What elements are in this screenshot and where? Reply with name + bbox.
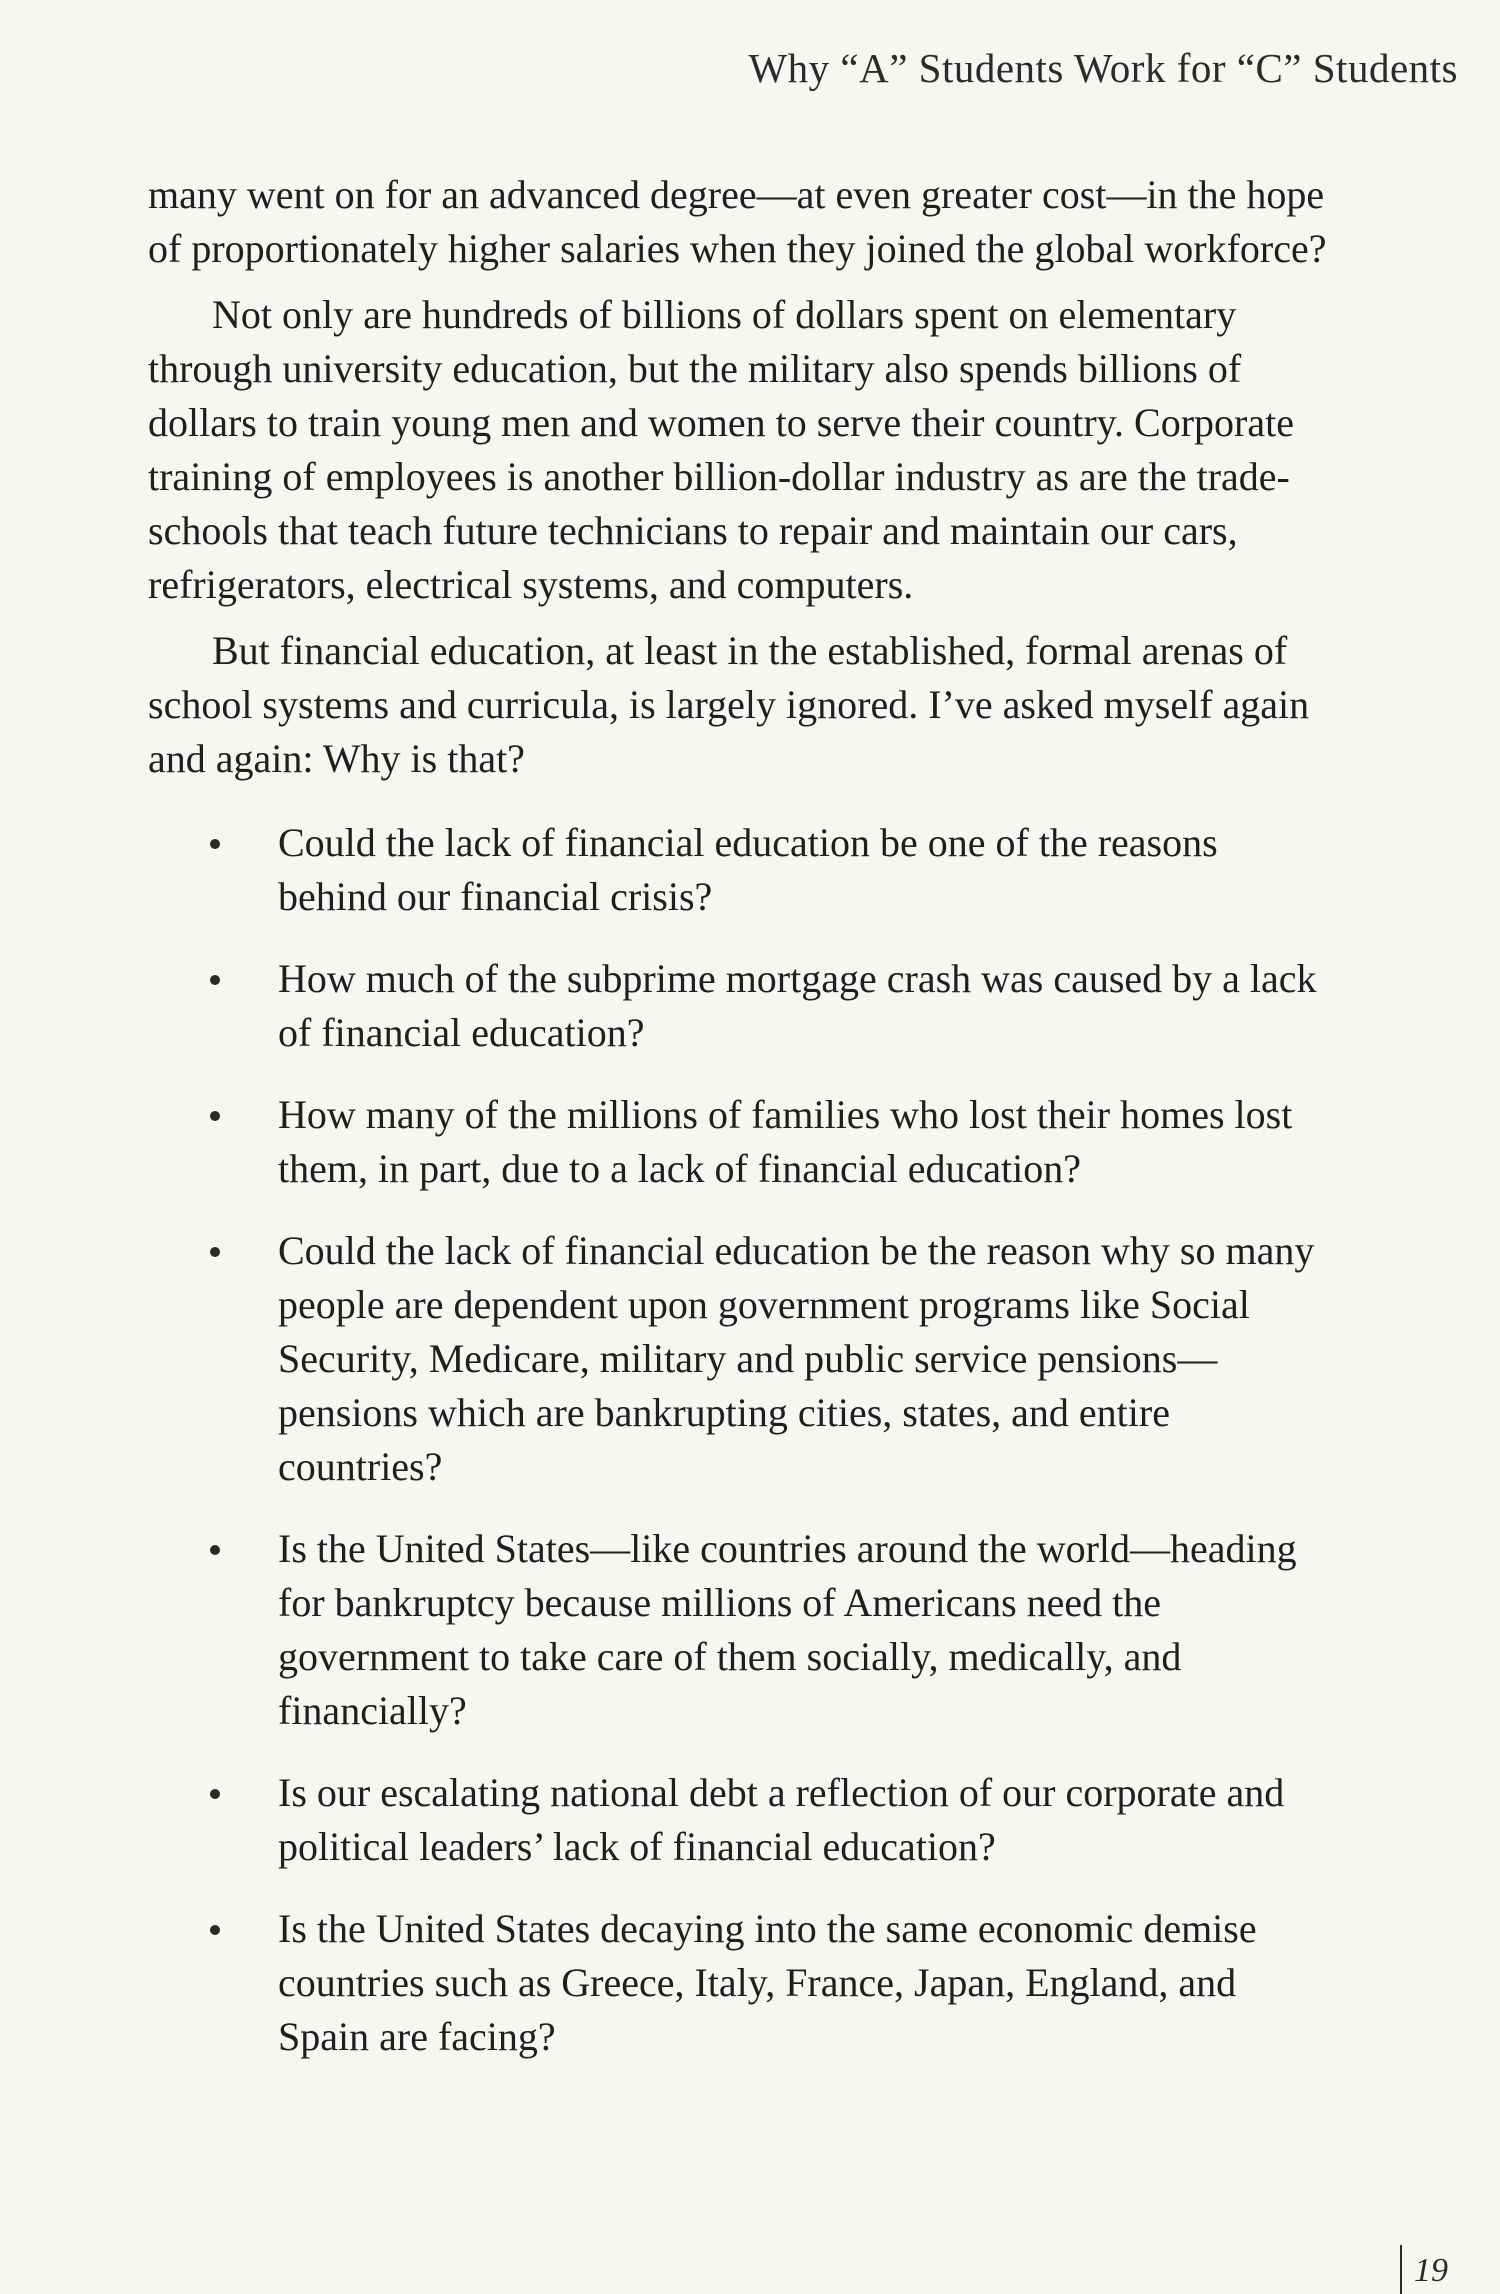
list-item: [148, 1224, 1328, 1494]
bullet-icon: [210, 839, 220, 849]
list-item: [148, 816, 1328, 924]
question-list: [148, 816, 1328, 2064]
list-item: [148, 1766, 1328, 1874]
list-item-text: Could the lack of financial education be the reason why so many people are dependent upon government programs like Social Security, Medicare, military and public service pensions—pensions which are bankrupting cities, states, and entire countries?: [278, 1228, 1315, 1489]
list-item-text: Is the United States—like countries around the world—heading for bankruptcy because millions of Americans need the government to take care of them socially, medically, and financially?: [278, 1526, 1297, 1733]
paragraph-education-spending: Not only are hundreds of billions of dollars spent on elementary through university education, but the military also spends billions of dollars to train young men and women to serve their country. Corporate training of employees is another billion-dollar industry as are the trade-schools that teach future technicians to repair and maintain our cars, refrigerators, electrical systems, and computers.: [148, 292, 1294, 607]
list-item-text: How much of the subprime mortgage crash was caused by a lack of financial education?: [278, 956, 1317, 1055]
bullet-icon: [210, 1111, 220, 1121]
page-number: 19: [1414, 2252, 1448, 2289]
list-item: [148, 952, 1328, 1060]
list-item-text: Is our escalating national debt a reflection of our corporate and political leaders’ lack of financial education?: [278, 1770, 1285, 1869]
paragraph-financial-education-ignored: But financial education, at least in the established, formal arenas of school systems and curricula, is largely ignored. I’ve asked myself again and again: Why is that?: [148, 628, 1310, 781]
footer-divider: [1400, 2245, 1402, 2294]
bullet-icon: [210, 1545, 220, 1555]
bullet-icon: [210, 1789, 220, 1799]
list-item-text: How many of the millions of families who lost their homes lost them, in part, due to a lack of financial education?: [278, 1092, 1293, 1191]
running-head-title: Why “A” Students Work for “C” Students: [748, 45, 1458, 91]
list-item: [148, 1088, 1328, 1196]
list-item-text: Is the United States decaying into the same economic demise countries such as Greece, Italy, France, Japan, England, and Spain are facing?: [278, 1906, 1257, 2059]
bullet-icon: [210, 1247, 220, 1257]
list-item: [148, 1902, 1328, 2064]
page-body: [148, 168, 1328, 2092]
list-item: [148, 1522, 1328, 1738]
bullet-icon: [210, 1925, 220, 1935]
paragraph-continuation: many went on for an advanced degree—at even greater cost—in the hope of proportionately higher salaries when they joined the global workforce?: [148, 172, 1327, 271]
bullet-icon: [210, 975, 220, 985]
list-item-text: Could the lack of financial education be one of the reasons behind our financial crisis?: [278, 820, 1218, 919]
